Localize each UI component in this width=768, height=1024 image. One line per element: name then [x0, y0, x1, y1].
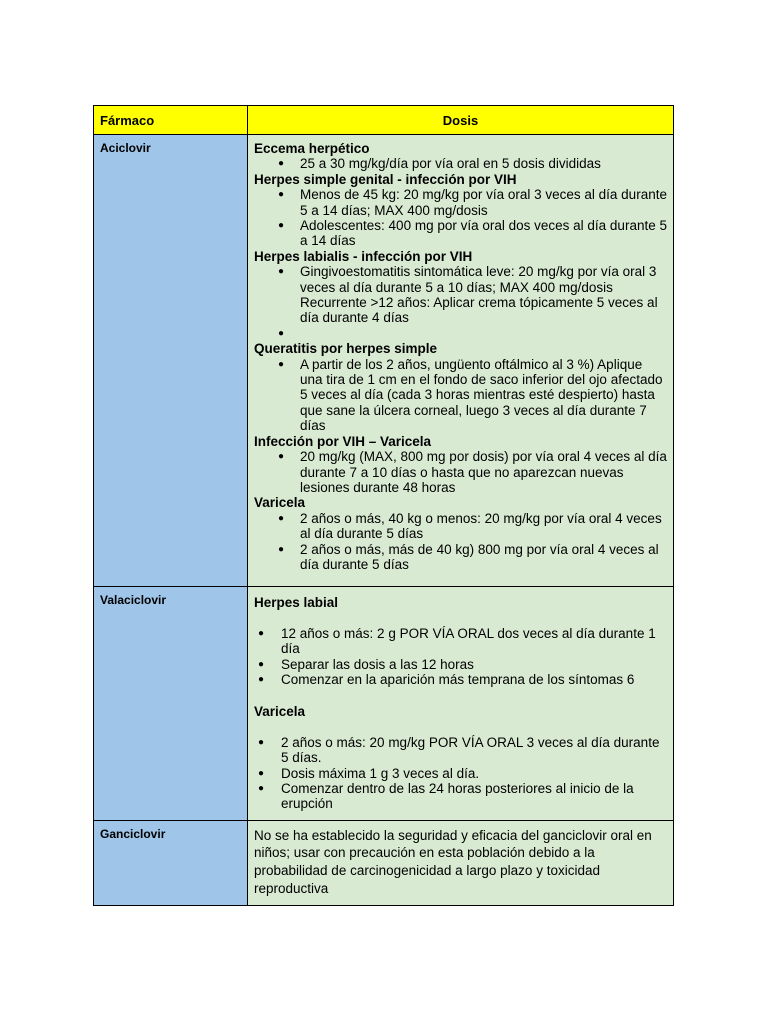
dose-cell	[248, 135, 674, 587]
dose-item: ● 12 años o más: 2 g POR VÍA ORAL dos veces al día durante 1 día	[254, 626, 667, 657]
dose-item: ● 20 mg/kg (MAX, 800 mg por dosis) por vía oral 4 veces al día durante 7 a 10 días o hasta que no aparezcan nuevas lesiones durante 48 horas	[254, 449, 667, 495]
dose-item: ● 2 años o más, más de 40 kg) 800 mg por vía oral 4 veces al día durante 5 días	[254, 542, 667, 573]
section-title: Herpes labialis - infección por VIH	[254, 248, 473, 264]
dose-list	[254, 187, 667, 249]
section-title: Herpes labial	[254, 595, 339, 611]
drug-name: Aciclovir	[94, 135, 248, 587]
section-title: Infección por VIH – Varicela	[254, 433, 432, 449]
drug-dosage-table	[93, 105, 674, 906]
dose-item: ● 2 años o más: 20 mg/kg POR VÍA ORAL 3 veces al día durante 5 días.	[254, 735, 667, 766]
section-title: Varicela	[254, 495, 306, 511]
table-row-ganciclovir	[94, 820, 674, 905]
dose-item: ● Comenzar dentro de las 24 horas posteriores al inicio de la erupción	[254, 781, 667, 812]
dose-list	[254, 735, 667, 812]
dose-item: ● A partir de los 2 años, ungüento oftálmico al 3 %) Aplique una tira de 1 cm en el fondo de saco inferior del ojo afectado 5 veces al día (cada 3 horas mientras esté despierto) hasta que sane la úlcera corneal, luego 3 veces al día durante 7 días	[254, 357, 667, 434]
header-drug: Fármaco	[94, 106, 248, 135]
dose-list	[254, 449, 667, 495]
dose-item: ● Gingivoestomatitis sintomática leve: 20 mg/kg por vía oral 3 veces al día durante 5 a 10 días; MAX 400 mg/dosis Recurrente >12 años: Aplicar crema tópicamente 5 veces al día durante 4 días	[254, 264, 667, 326]
section-title: Varicela	[254, 704, 306, 720]
table-row-aciclovir	[94, 135, 674, 587]
section-title: Queratitis por herpes simple	[254, 341, 438, 357]
section-title: Herpes simple genital - infección por VIH	[254, 171, 517, 187]
dose-item: ● 25 a 30 mg/kg/día por vía oral en 5 dosis divididas	[254, 156, 667, 171]
dose-list	[254, 626, 667, 688]
dose-list	[254, 264, 667, 341]
dose-item: ● Separar las dosis a las 12 horas	[254, 657, 667, 672]
section-title: Eccema herpético	[254, 141, 370, 156]
drug-name: Ganciclovir	[94, 820, 248, 905]
dose-cell	[248, 587, 674, 820]
dose-list	[254, 156, 667, 171]
dose-list	[254, 511, 667, 573]
table-row-valaciclovir	[94, 587, 674, 820]
dose-item: ● Adolescentes: 400 mg por vía oral dos veces al día durante 5 a 14 días	[254, 218, 667, 249]
empty-dose-item	[254, 326, 667, 341]
drug-name: Valaciclovir	[94, 587, 248, 820]
dose-item: ● Menos de 45 kg: 20 mg/kg por vía oral 3 veces al día durante 5 a 14 días; MAX 400 mg/dosis	[254, 187, 667, 218]
dose-item: ● Dosis máxima 1 g 3 veces al día.	[254, 766, 667, 781]
dose-item: ● 2 años o más, 40 kg o menos: 20 mg/kg por vía oral 4 veces al día durante 5 días	[254, 511, 667, 542]
header-dose: Dosis	[248, 106, 674, 135]
table-header-row	[94, 106, 674, 135]
dose-list	[254, 357, 667, 434]
spacer	[254, 687, 667, 702]
dose-text: No se ha establecido la seguridad y eficacia del ganciclovir oral en niños; usar con precaución en esta población debido a la probabilidad de carcinogenicidad a largo plazo y toxicidad reproductiva	[248, 820, 674, 905]
dose-item: ● Comenzar en la aparición más temprana de los síntomas 6	[254, 672, 667, 687]
